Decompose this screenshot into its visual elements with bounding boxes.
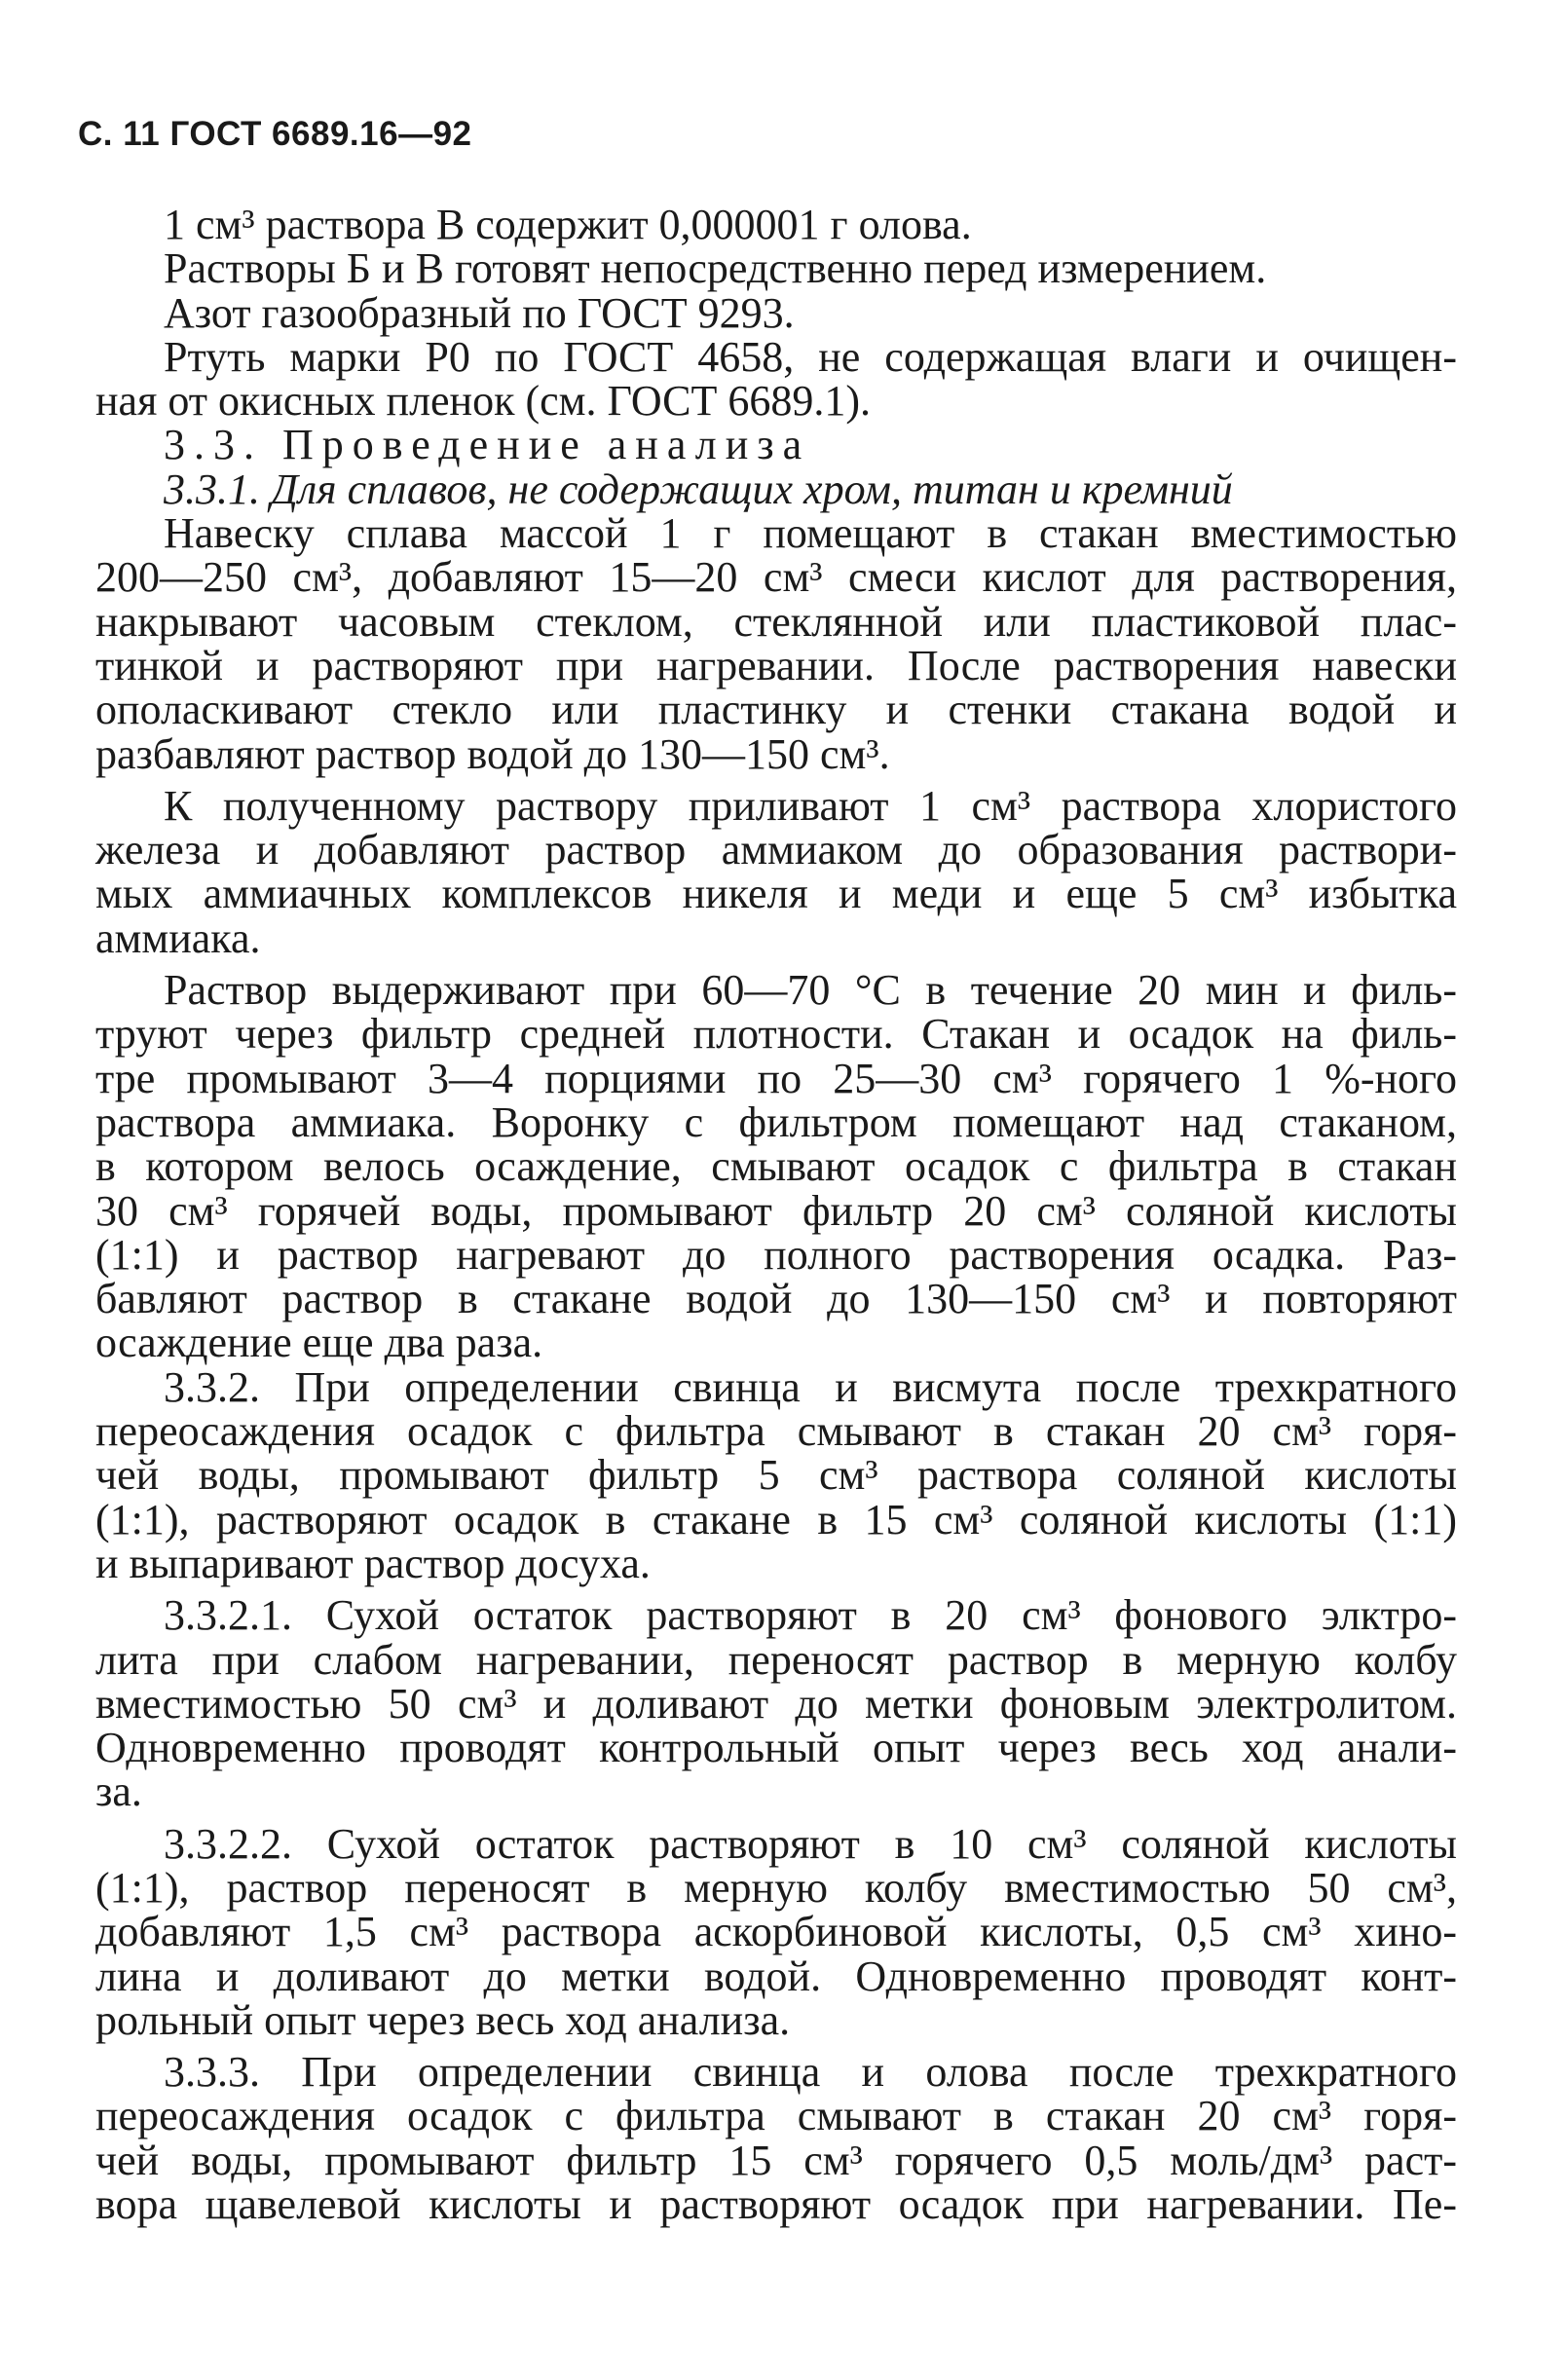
text-line: аммиака. <box>95 913 261 962</box>
text-line: тре промывают 3—4 порциями по 25—30 см³ горячего 1 %-ного <box>95 1054 1457 1102</box>
text-line: накрывают часовым стеклом, стеклянной или пластиковой плас- <box>95 597 1457 646</box>
text-line: Растворы Б и В готовят непосредственно перед измерением. <box>164 244 1267 293</box>
text-line: Ртуть марки Р0 по ГОСТ 4658, не содержащая влаги и очищен- <box>164 332 1457 381</box>
text-line: чей воды, промывают фильтр 5 см³ раствора соляной кислоты <box>95 1451 1457 1500</box>
text-line: Раствор выдерживают при 60—70 °С в течение 20 мин и филь- <box>164 966 1457 1015</box>
text-line: 200—250 см³, добавляют 15—20 см³ смеси кислот для растворения, <box>95 553 1457 602</box>
text-line: лина и доливают до метки водой. Одновременно проводят конт- <box>95 1952 1457 2000</box>
text-line: вора щавелевой кислоты и растворяют осадок при нагревании. Пе- <box>95 2180 1457 2229</box>
text-line: ополаскивают стекло или пластинку и стенки стакана водой и <box>95 686 1457 734</box>
text-line: бавляют раствор в стакане водой до 130—150 см³ и повторяют <box>95 1275 1457 1323</box>
text-line: 30 см³ горячей воды, промывают фильтр 20 см³ соляной кислоты <box>95 1186 1457 1235</box>
text-line: (1:1), растворяют осадок в стакане в 15 см³ соляной кислоты (1:1) <box>95 1495 1457 1543</box>
section-heading: 3.3. Проведение анализа <box>164 421 811 469</box>
text-line: раствора аммиака. Воронку с фильтром помещают над стаканом, <box>95 1097 1457 1146</box>
body-text <box>95 201 1457 2229</box>
text-line: тинкой и растворяют при нагревании. После растворения навески <box>95 641 1457 689</box>
text-line: 1 см³ раствора В содержит 0,000001 г олова. <box>164 201 972 248</box>
text-line: 3.3.2.2. Сухой остаток растворяют в 10 см³ соляной кислоты <box>164 1819 1457 1868</box>
text-line: рольный опыт через весь ход анализа. <box>95 1995 791 2044</box>
text-line: переосаждения осадок с фильтра смывают в стакан 20 см³ горя- <box>95 2092 1457 2140</box>
text-line: труют через фильтр средней плотности. Стакан и осадок на филь- <box>95 1010 1457 1059</box>
text-line: Навеску сплава массой 1 г помещают в стакан вместимостью <box>164 509 1457 558</box>
page-header: С. 11 ГОСТ 6689.16—92 <box>78 115 472 153</box>
text-line: К полученному раствору приливают 1 см³ раствора хлористого <box>164 781 1457 830</box>
text-line: 3.3.2.1. Сухой остаток растворяют в 20 см³ фонового элктро- <box>164 1591 1457 1640</box>
text-line: железа и добавляют раствор аммиаком до образования раствори- <box>95 826 1457 874</box>
text-line: лита при слабом нагревании, переносят раствор в мерную колбу <box>95 1635 1457 1684</box>
text-line: 3.3.3. При определении свинца и олова после трехкратного <box>164 2048 1457 2097</box>
text-line: осаждение еще два раза. <box>95 1319 543 1367</box>
text-line: разбавляют раствор водой до 130—150 см³. <box>95 729 890 778</box>
text-line: (1:1) и раствор нагревают до полного растворения осадка. Раз- <box>95 1230 1457 1279</box>
text-line: (1:1), раствор переносят в мерную колбу вместимостью 50 см³, <box>95 1863 1457 1912</box>
text-line: чей воды, промывают фильтр 15 см³ горячего 0,5 моль/дм³ раст- <box>95 2136 1457 2184</box>
text-line: ная от окисных пленок (см. ГОСТ 6689.1). <box>95 377 872 426</box>
text-line: мых аммиачных комплексов никеля и меди и еще 5 см³ избытка <box>95 870 1457 918</box>
text-line: 3.3.2. При определении свинца и висмута после трехкратного <box>164 1362 1457 1411</box>
text-line: добавляют 1,5 см³ раствора аскорбиновой кислоты, 0,5 см³ хино- <box>95 1908 1457 1956</box>
text-line: и выпаривают раствор досуха. <box>95 1539 651 1587</box>
text-line: переосаждения осадок с фильтра смывают в стакан 20 см³ горя- <box>95 1407 1457 1456</box>
text-line: вместимостью 50 см³ и доливают до метки фоновым электролитом. <box>95 1679 1457 1728</box>
text-line: Азот газообразный по ГОСТ 9293. <box>164 288 795 337</box>
text-line: Одновременно проводят контрольный опыт через весь ход анали- <box>95 1724 1457 1772</box>
text-line: в котором велось осаждение, смывают осадок с фильтра в стакан <box>95 1142 1457 1191</box>
text-line: за. <box>95 1767 142 1816</box>
subsection-heading: 3.3.1. Для сплавов, не содержащих хром, титан и кремний <box>164 465 1233 513</box>
